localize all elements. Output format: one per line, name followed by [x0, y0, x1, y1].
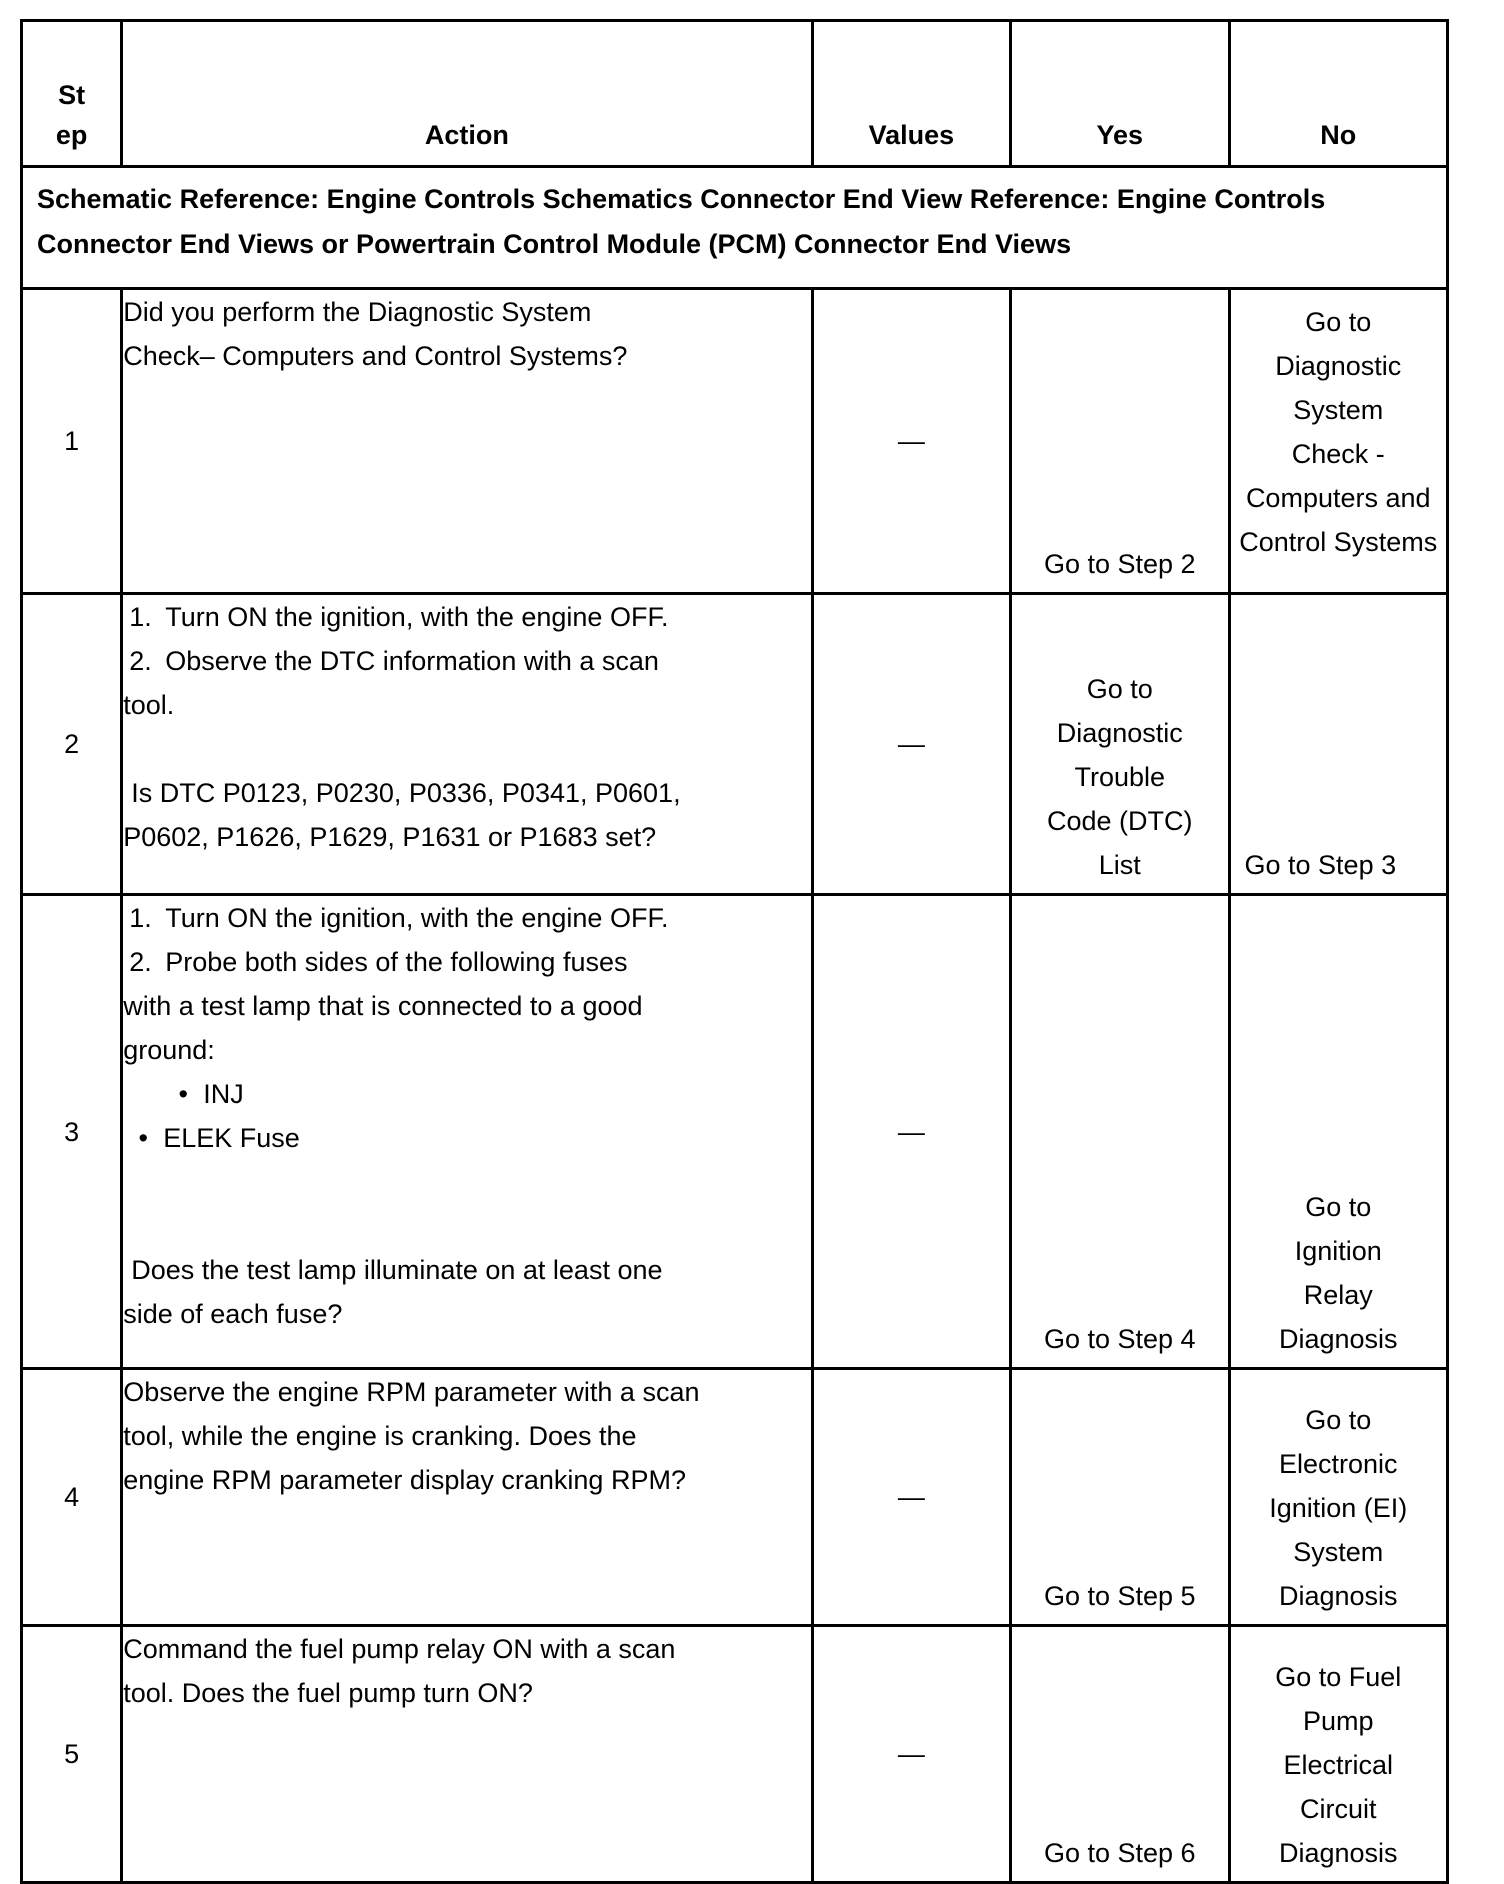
no-text: Go to Diagnostic System Check - Computers and Control Systems: [1239, 307, 1438, 557]
step-values: —: [812, 289, 1010, 594]
diagnostic-table: [20, 19, 1449, 1884]
header-no: No: [1229, 21, 1448, 167]
action-line: Observe the engine RPM parameter with a scan: [123, 1377, 700, 1407]
yes-text: Go to Step 2: [1043, 549, 1196, 579]
step-values: —: [812, 1626, 1010, 1883]
action-question: P0602, P1626, P1629, P1631 or P1683 set?: [123, 822, 657, 852]
step-yes: [1011, 895, 1229, 1369]
action-line: [123, 595, 810, 639]
step-number: 2: [22, 594, 122, 895]
bullet-text: ELEK Fuse: [163, 1123, 300, 1153]
step-no: [1229, 895, 1448, 1369]
bullet-item: [123, 1072, 810, 1116]
step-action: [122, 1626, 812, 1883]
action-question: side of each fuse?: [123, 1299, 343, 1329]
step-yes: [1011, 1626, 1229, 1883]
action-line: [123, 896, 810, 940]
table-row: [22, 594, 1448, 895]
yes-text: Go to Step 5: [1043, 1581, 1196, 1611]
no-text: Go to Electronic Ignition (EI) System Diagnosis: [1269, 1405, 1408, 1611]
item-text: Turn ON the ignition, with the engine OFF.: [165, 602, 669, 632]
item-text: Turn ON the ignition, with the engine OFF.: [165, 903, 669, 933]
header-step: St ep: [22, 21, 122, 167]
yes-text: Go to Step 6: [1043, 1838, 1196, 1868]
action-question: Is DTC P0123, P0230, P0336, P0341, P0601,: [131, 778, 681, 808]
header-action: Action: [122, 21, 812, 167]
step-action: [122, 1369, 812, 1626]
step-yes: [1011, 289, 1229, 594]
step-values: —: [812, 895, 1010, 1369]
schematic-reference: Schematic Reference: Engine Controls Schematics Connector End View Reference: Engine Controls Connector End Views or Powertrain Control Module (PCM) Connector End Views: [22, 167, 1448, 289]
item-number: 1.: [129, 602, 152, 632]
step-no: [1229, 289, 1448, 594]
action-line: Command the fuel pump relay ON with a scan: [123, 1634, 676, 1664]
step-values: —: [812, 1369, 1010, 1626]
header-row: [22, 21, 1448, 167]
item-text: Probe both sides of the following fuses: [165, 947, 628, 977]
action-line: engine RPM parameter display cranking RPM?: [123, 1465, 686, 1495]
item-number: 2.: [129, 646, 152, 676]
bullet-icon: •: [138, 1123, 148, 1153]
action-line: with a test lamp that is connected to a good: [123, 991, 643, 1021]
step-action: [122, 289, 812, 594]
action-line: tool, while the engine is cranking. Does the: [123, 1421, 637, 1451]
reference-row: [22, 167, 1448, 289]
item-number: 1.: [129, 903, 152, 933]
yes-text: Go to Diagnostic Trouble Code (DTC) List: [1047, 674, 1193, 880]
action-line: Check– Computers and Control Systems?: [123, 341, 628, 371]
item-number: 2.: [129, 947, 152, 977]
table-row: [22, 289, 1448, 594]
action-line: Did you perform the Diagnostic System: [123, 297, 592, 327]
action-line: tool. Does the fuel pump turn ON?: [123, 1678, 533, 1708]
bullet-icon: •: [178, 1079, 188, 1109]
bullet-text: INJ: [203, 1079, 244, 1109]
step-yes: [1011, 594, 1229, 895]
header-values: Values: [812, 21, 1010, 167]
step-values: —: [812, 594, 1010, 895]
step-number: 1: [22, 289, 122, 594]
step-no: [1229, 1626, 1448, 1883]
no-text: Go to Step 3: [1244, 850, 1397, 880]
no-text: Go to Fuel Pump Electrical Circuit Diagnosis: [1275, 1662, 1402, 1868]
step-number: 4: [22, 1369, 122, 1626]
table-row: [22, 1626, 1448, 1883]
step-number: 5: [22, 1626, 122, 1883]
table-row: [22, 895, 1448, 1369]
step-no: [1229, 1369, 1448, 1626]
table-row: [22, 1369, 1448, 1626]
bullet-item: [123, 1116, 810, 1160]
step-action: [122, 895, 812, 1369]
item-text: Observe the DTC information with a scan: [165, 646, 659, 676]
step-action: [122, 594, 812, 895]
step-no: [1229, 594, 1448, 895]
step-yes: [1011, 1369, 1229, 1626]
action-question: Does the test lamp illuminate on at least one: [131, 1255, 663, 1285]
action-line: [123, 639, 810, 683]
action-line: [123, 940, 810, 984]
action-line: tool.: [123, 690, 175, 720]
yes-text: Go to Step 4: [1043, 1324, 1196, 1354]
action-line: ground:: [123, 1035, 215, 1065]
step-number: 3: [22, 895, 122, 1369]
no-text: Go to Ignition Relay Diagnosis: [1278, 1192, 1398, 1354]
header-yes: Yes: [1011, 21, 1229, 167]
